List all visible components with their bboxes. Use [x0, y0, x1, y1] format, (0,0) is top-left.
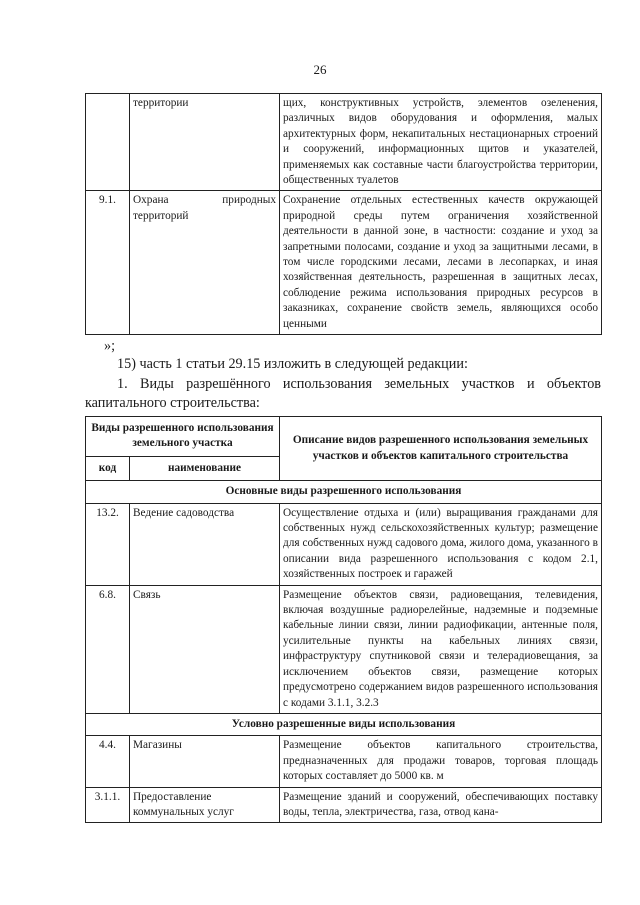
name-part: Охрана	[133, 194, 169, 207]
closing-quote: »;	[104, 338, 116, 354]
section-main-uses: Основные виды разрешенного использования	[86, 481, 602, 503]
page-number: 26	[313, 62, 327, 77]
name-cell: Предоставление коммунальных услуг	[130, 787, 280, 823]
name-part: территорий	[133, 209, 189, 222]
code-cell: 9.1.	[86, 191, 130, 335]
description-cell: Размещение объектов капитального строительства, предназначенных для продажи товаров, торговая площадь которых составляет до 5000 кв. м	[280, 736, 602, 787]
description-cell: щих, конструктивных устройств, элементов озеленения, различных видов оборудования и оформления, малых архитектурных форм, некапитальных нестационарных строений и сооружений, информационных щитов и указателей, применяемых как составные части благоустройства территории, общественных туалетов	[280, 94, 602, 191]
description-cell: Сохранение отдельных естественных качеств окружающей природной среды путем ограничения хозяйственной деятельности в данной зоне, в частности: создание и уход за запретными полосами, создание и уход за защитными лесами, в том числе городскими лесами, лесами в лесопарках, и иная хозяйственная деятельность, разрешенная в защитных лесах, соблюдение режима использования природных ресурсов в заказниках, сохранение свойств земель, являющихся особо ценными	[280, 191, 602, 335]
code-cell: 3.1.1.	[86, 787, 130, 823]
name-cell: территории	[130, 94, 280, 191]
amendment-paragraph: 15) часть 1 статьи 29.15 изложить в следующей редакции:	[117, 356, 468, 372]
description-cell: Осуществление отдыха и (или) выращивания гражданами для собственных нужд сельскохозяйственных культур; размещение для собственных нужд садового дома, жилого дома, указанного в описании вида разрешенного использования с кодом 2.1, хозяйственных построек и гаражей	[280, 503, 602, 585]
code-cell: 13.2.	[86, 503, 130, 585]
name-cell	[130, 191, 280, 335]
code-cell: 6.8.	[86, 585, 130, 713]
table-row	[86, 94, 602, 191]
header-description: Описание видов разрешенного использования земельных участков и объектов капитального строительства	[280, 417, 602, 481]
section-paragraph: 1. Виды разрешённого использования земельных участков и объектов капитального строительства:	[85, 376, 601, 411]
table-row	[86, 787, 602, 823]
table-row	[86, 585, 602, 713]
description-cell: Размещение зданий и сооружений, обеспечивающих поставку воды, тепла, электричества, газа, отвод кана-	[280, 787, 602, 823]
name-cell: Связь	[130, 585, 280, 713]
continued-land-use-table	[85, 93, 602, 335]
header-land-use-types: Виды разрешенного использования земельного участка	[86, 417, 280, 457]
table-row	[86, 503, 602, 585]
header-code: код	[86, 456, 130, 480]
table-header-row	[86, 417, 602, 457]
section-row	[86, 713, 602, 735]
name-cell: Магазины	[130, 736, 280, 787]
code-cell	[86, 94, 130, 191]
section-conditional-uses: Условно разрешенные виды использования	[86, 713, 602, 735]
name-part: природных	[222, 194, 276, 207]
code-cell: 4.4.	[86, 736, 130, 787]
land-use-types-table	[85, 416, 602, 823]
table-row	[86, 736, 602, 787]
description-cell: Размещение объектов связи, радиовещания, телевидения, включая воздушные радиорелейные, надземные и подземные кабельные линии связи, линии радиофикации, антенные поля, усилительные пункты на кабельных линиях связи, инфраструктуру спутниковой связи и телерадиовещания, за исключением объектов связи, размещение которых предусмотрено содержанием видов разрешенного использования с кодами 3.1.1, 3.2.3	[280, 585, 602, 713]
name-cell: Ведение садоводства	[130, 503, 280, 585]
section-row	[86, 481, 602, 503]
table-row	[86, 191, 602, 335]
header-name: наименование	[130, 456, 280, 480]
